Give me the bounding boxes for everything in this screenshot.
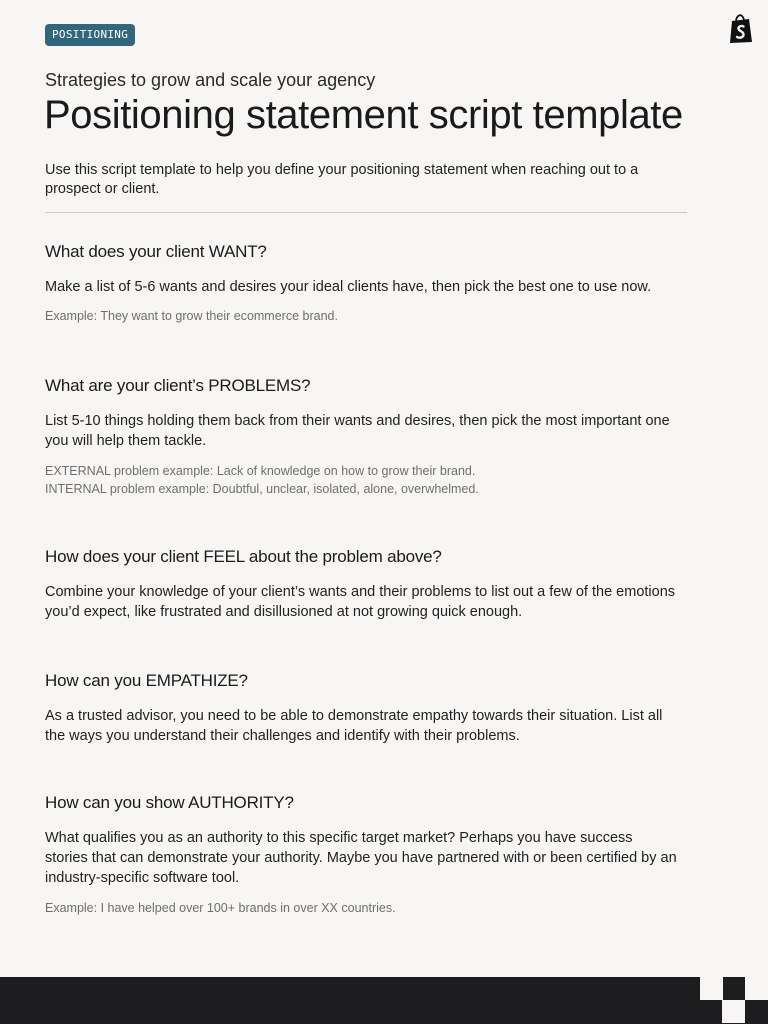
section-heading: How can you EMPATHIZE? bbox=[45, 671, 248, 690]
section-feel bbox=[45, 546, 705, 622]
section-empathize bbox=[45, 670, 705, 746]
example-line-external: EXTERNAL problem example: Lack of knowledge on how to grow their brand. bbox=[45, 464, 476, 478]
section-heading: What does your client WANT? bbox=[45, 242, 267, 261]
section-heading: What are your client’s PROBLEMS? bbox=[45, 376, 311, 395]
pixel-pattern-block bbox=[722, 1000, 745, 1023]
section-body: As a trusted advisor, you need to be able to demonstrate empathy towards their situation. List all the ways you understand their challenges and identify with their problems. bbox=[45, 708, 663, 744]
document-kicker: Strategies to grow and scale your agency bbox=[45, 70, 376, 90]
section-example: Example: They want to grow their ecommerce brand. bbox=[45, 309, 338, 323]
section-authority bbox=[45, 792, 705, 917]
section-body: What qualifies you as an authority to this specific target market? Perhaps you have success stories that can demonstrate your authority. Maybe you have partnered with or been certified by an industry-specific software tool. bbox=[45, 830, 677, 886]
shopify-bag-icon bbox=[728, 14, 754, 44]
category-badge: POSITIONING bbox=[45, 24, 135, 46]
pixel-pattern-block bbox=[745, 977, 768, 1000]
section-example: Example: I have helped over 100+ brands in over XX countries. bbox=[45, 901, 396, 915]
section-example bbox=[45, 462, 705, 498]
section-body: Combine your knowledge of your client’s wants and their problems to list out a few of the emotions you’d expect, like frustrated and disillusioned at not growing quick enough. bbox=[45, 584, 676, 620]
footer-bar bbox=[0, 977, 768, 1024]
section-heading: How does your client FEEL about the problem above? bbox=[45, 547, 442, 566]
section-want bbox=[45, 241, 705, 325]
pixel-pattern-block bbox=[700, 977, 723, 1000]
section-body: Make a list of 5-6 wants and desires your ideal clients have, then pick the best one to use now. bbox=[45, 279, 652, 295]
intro-paragraph: Use this script template to help you define your positioning statement when reaching out to a prospect or client. bbox=[45, 162, 639, 197]
example-line-internal: INTERNAL problem example: Doubtful, unclear, isolated, alone, overwhelmed. bbox=[45, 482, 479, 496]
section-problems bbox=[45, 375, 705, 498]
section-body: List 5-10 things holding them back from their wants and desires, then pick the most important one you will help them tackle. bbox=[45, 413, 670, 449]
divider bbox=[45, 212, 687, 213]
section-heading: How can you show AUTHORITY? bbox=[45, 793, 294, 812]
page-title: Positioning statement script template bbox=[44, 93, 683, 137]
